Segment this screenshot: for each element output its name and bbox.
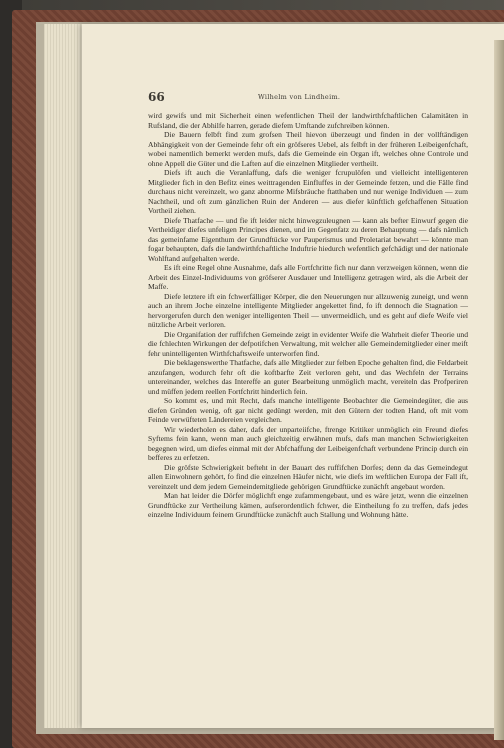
page-header <box>148 92 468 106</box>
paragraph: Diefe letztere ift ein fchwerfälliger Körper, die den Neuerungen nur allzuwenig zuneigt, und wenn auch an ihrem Joche einzelne intelligente Mitglieder angekettet find, fo ift dennoch die Stagnation — hervorgerufen durch den weniger intelligenten Theil — unvermeidlich, und es geht auf diefe Weife viel nützliche Arbeit verloren. <box>148 291 468 329</box>
paragraph: wird gewifs und mit Sicherheit einen wefentlichen Theil der landwirthfchaftlichen Calamitäten in Rufsland, die der Abhilfe harren, gerade diefem Umftande zufchreiben können. <box>148 111 468 130</box>
page-number: 66 <box>148 90 165 104</box>
paragraph: Wir wiederholen es daher, dafs der unparteiifche, ftrenge Kritiker unmöglich ein Freund diefes Syftems fein kann, wenn man auch gleichzeitig erwähnen mufs, dafs man manchen Schwierigkeiten begegnen wird, um diefes einmal mit der Abfchaffung der Leibeigenfchaft verbundene Princip durch ein befferes zu erfetzen. <box>148 424 468 462</box>
paragraph: Die gröfste Schwierigkeit befteht in der Bauart des ruffifchen Dorfes; denn da das Gemeindegut allen Einwohnern gehört, fo find die einzelnen Häufer nicht, wie diefs im weftlichen Europa der Fall ift, vereinzelt und dem jedem Gemeindemitgliede gehörigen Grundftücke zunächft angebaut worden. <box>148 462 468 491</box>
paragraph: Man hat leider die Dörfer möglichft enge zufammengebaut, und es wäre jetzt, wenn die einzelnen Grundftücke zur Vertheilung kämen, aufserordentlich fchwer, die Eintheilung fo zu treffen, dafs jedes einzelne Individuum feinem Grundftücke zunächft auch Stallung und Wohnung hätte. <box>148 491 468 519</box>
paragraph: Die beklagenswerthe Thatfache, dafs alle Mitglieder zur felben Epoche gehalten find, die Feldarbeit anzufangen, wodurch fehr oft die koftbarfte Zeit verloren geht, und das Wechfeln der Terrains untereinander, welches das Intereffe an guter Bearbeitung unmöglich macht, vereiteln das Profperiren und müffen jedem reellen Fortfchritt hinderlich fein. <box>148 358 468 396</box>
paragraph: Die Bauern felbft find zum grofsen Theil hievon überzeugt und finden in der vollftändigen Abhängigkeit von der Gemeinde fehr oft ein gröfseres Uebel, als felbft in der früheren Leibeigenfchaft, wobei namentlich bemerkt werden mufs, dafs die Gemeinde ein Organ ift, welches ohne Controle und ohne Appell die Güter und die Laften auf die einzelnen Mitglieder vertheilt. <box>148 130 468 168</box>
page-right-edge <box>494 40 504 740</box>
paragraph: Die Organifation der ruffifchen Gemeinde zeigt in evidenter Weife die Wahrheit diefer Theorie und die fchlechten Wirkungen der defpotifchen Verwaltung, mit welcher alle Gemeindemitglieder einer meift fehr unintelligenten Wirthfchaftsweife unterworfen find. <box>148 329 468 358</box>
paragraph: Diefe Thatfache — und fie ift leider nicht hinwegzuleugnen — kann als befter Einwurf gegen die Vertheidiger diefes unfeligen Principes dienen, und im Gegenfatz zu deren Behauptung — dafs nämlich das gemeinfame Eigenthum der Grundftücke vor Pauperismus und Proletariat bewahrt — könnte man fogar behaupten, dafs die landwirthfchaftliche Induftrie hiedurch wefentlich gefchädigt und der nationale Wohlftand aufgehalten werde. <box>148 215 468 263</box>
paragraph: Diefs ift auch die Veranlaffung, dafs die weniger fcrupulöfen und vielleicht intelligenteren Mitglieder fich in den Befitz eines weittragenden Einfluffes in der Gemeinde fetzen, und die Fälle find durchaus nicht vereinzelt, wo ganz abnorme Mifsbräuche ftatthaben und nur wenige Individuen — zum Nachtheil, und oft zum gänzlichen Ruin der Anderen — aus diefer künftlich gefchaffenen Situation Vortheil ziehen. <box>148 168 468 215</box>
paragraph: Es ift eine Regel ohne Ausnahme, dafs alle Fortfchritte fich nur dann verzweigen können, wenn die Arbeit des Einzel-Individuums von gröfserer Ausdauer und Intelligenz getragen wird, als die Arbeit der Maffe. <box>148 263 468 291</box>
running-head: Wilhelm von Lindheim. <box>258 93 341 101</box>
paragraph: So kommt es, und mit Recht, dafs manche intelligente Beobachter die Gemeindegüter, die aus diefen Gründen wenig, oft gar nicht gedüngt werden, mit den Gütern der todten Hand, oft mit vom Feinde verwüfteten Ländereien vergleichen. <box>148 396 468 424</box>
body-text <box>148 111 468 520</box>
